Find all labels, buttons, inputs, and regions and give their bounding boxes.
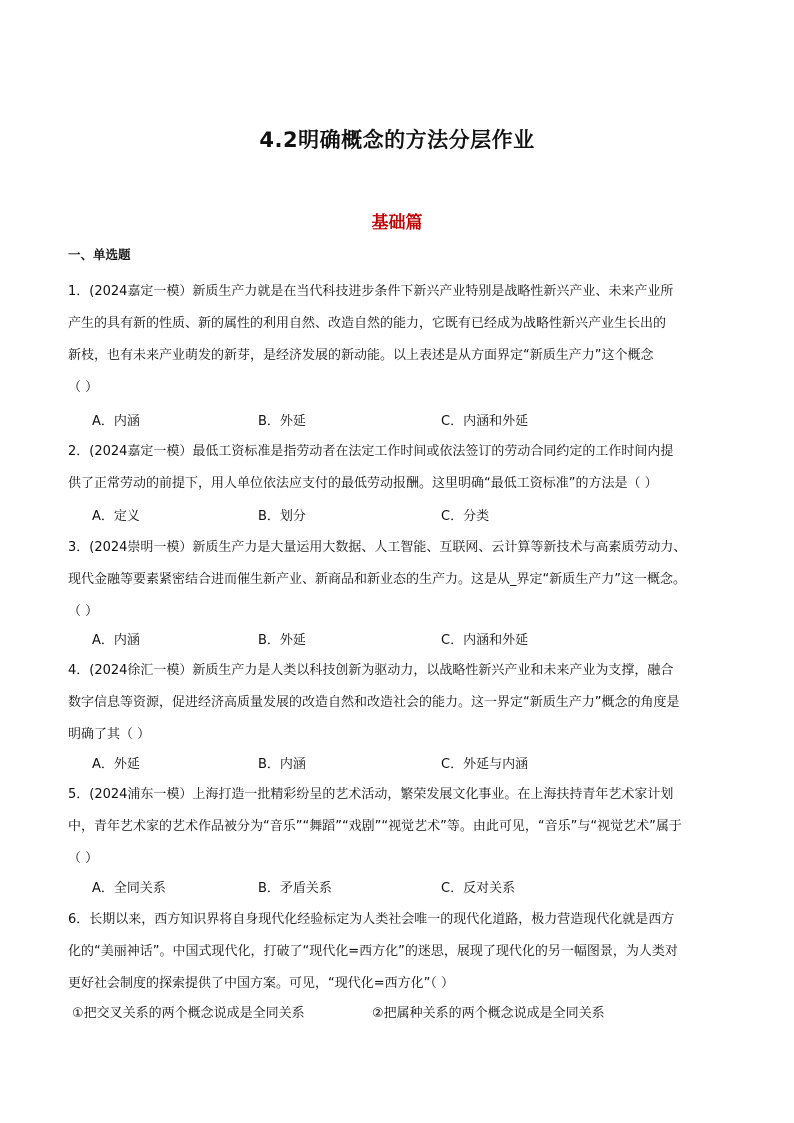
question-4-line: 明确了其（ ） xyxy=(68,727,151,742)
question-5-option-a[interactable]: A．全同关系 xyxy=(92,881,166,896)
question-5-option-c[interactable]: C．反对关系 xyxy=(441,881,516,896)
question-2-line: 供了正常劳动的前提下，用人单位依法应支付的最低劳动报酬。这里明确“最低工资标准”的方法是（ ） xyxy=(68,476,658,491)
question-4-option-c[interactable]: C．外延与内涵 xyxy=(441,757,529,772)
question-2-line: 2．(2024嘉定一模）最低工资标准是指劳动者在法定工作时间或依法签订的劳动合同约定的工作时间内提 xyxy=(68,444,674,459)
question-2-option-b[interactable]: B．划分 xyxy=(258,509,306,524)
question-4-line: 4．(2024徐汇一模）新质生产力是人类以科技创新为驱动力，以战略性新兴产业和未来产业为支撑，融合 xyxy=(68,663,674,678)
question-5 xyxy=(68,779,732,875)
question-3-line: 现代金融等要素紧密结合进而催生新产业、新商品和新业态的生产力。这是从_界定“新质生产力”这一概念。 xyxy=(68,572,686,587)
question-1 xyxy=(68,276,732,404)
question-1-line: 1．(2024嘉定一模）新质生产力就是在当代科技进步条件下新兴产业特别是战略性新兴产业、未来产业所 xyxy=(68,284,674,299)
question-5-line: 中，青年艺术家的艺术作品被分为“音乐”“舞蹈”“戏剧”“视觉艺术”等。由此可见，“音乐”与“视觉艺术”属于 xyxy=(68,819,682,834)
question-3-line: 3．(2024崇明一模）新质生产力是大量运用大数据、人工智能、互联网、云计算等新技术与高素质劳动力、 xyxy=(68,540,687,555)
question-1-line: 产生的具有新的性质、新的属性的利用自然、改造自然的能力，它既有已经成为战略性新兴产业生长出的 xyxy=(68,316,667,331)
question-3-option-c[interactable]: C．内涵和外延 xyxy=(441,633,529,648)
question-5-line: 5．(2024浦东一模）上海打造一批精彩纷呈的艺术活动，繁荣发展文化事业。在上海扶持青年艺术家计划 xyxy=(68,787,674,802)
question-6-line: 6．长期以来，西方知识界将自身现代化经验标定为人类社会唯一的现代化道路，极力营造现代化就是西方 xyxy=(68,912,675,927)
question-5-option-b[interactable]: B．矛盾关系 xyxy=(258,881,332,896)
question-6-statement-1[interactable]: ①把交叉关系的两个概念说成是全同关系 xyxy=(72,1006,305,1021)
question-1-option-b[interactable]: B．外延 xyxy=(258,414,306,429)
question-5-line: （ ） xyxy=(68,851,99,866)
question-4-option-b[interactable]: B．内涵 xyxy=(258,757,306,772)
question-6-line: 化的“美丽神话”。中国式现代化，打破了“现代化=西方化”的迷思，展现了现代化的另一幅图景，为人类对 xyxy=(68,944,678,959)
question-3 xyxy=(68,532,732,628)
question-1-option-a[interactable]: A．内涵 xyxy=(92,414,140,429)
section-heading: 基础篇 xyxy=(371,213,423,233)
question-3-option-a[interactable]: A．内涵 xyxy=(92,633,140,648)
question-2 xyxy=(68,436,732,500)
question-4 xyxy=(68,655,732,751)
document-title: 4.2明确概念的方法分层作业 xyxy=(259,128,535,152)
question-4-line: 数字信息等资源，促进经济高质量发展的改造自然和改造社会的能力。这一界定“新质生产力”概念的角度是 xyxy=(68,695,680,710)
question-3-option-b[interactable]: B．外延 xyxy=(258,633,306,648)
question-3-line: （ ） xyxy=(68,604,99,619)
question-6 xyxy=(68,904,732,1000)
question-2-option-c[interactable]: C．分类 xyxy=(441,509,490,524)
question-1-line: 新枝，也有未来产业萌发的新芽，是经济发展的新动能。以上表述是从方面界定“新质生产力”这个概念 xyxy=(68,348,654,363)
question-1-line: （ ） xyxy=(68,380,99,395)
question-2-option-a[interactable]: A．定义 xyxy=(92,509,140,524)
question-1-option-c[interactable]: C．内涵和外延 xyxy=(441,414,529,429)
question-6-statement-2[interactable]: ②把属种关系的两个概念说成是全同关系 xyxy=(372,1006,605,1021)
part-heading: 一、单选题 xyxy=(68,247,131,262)
question-4-option-a[interactable]: A．外延 xyxy=(92,757,140,772)
question-6-line: 更好社会制度的探索提供了中国方案。可见，“现代化=西方化”（ ） xyxy=(68,976,454,991)
